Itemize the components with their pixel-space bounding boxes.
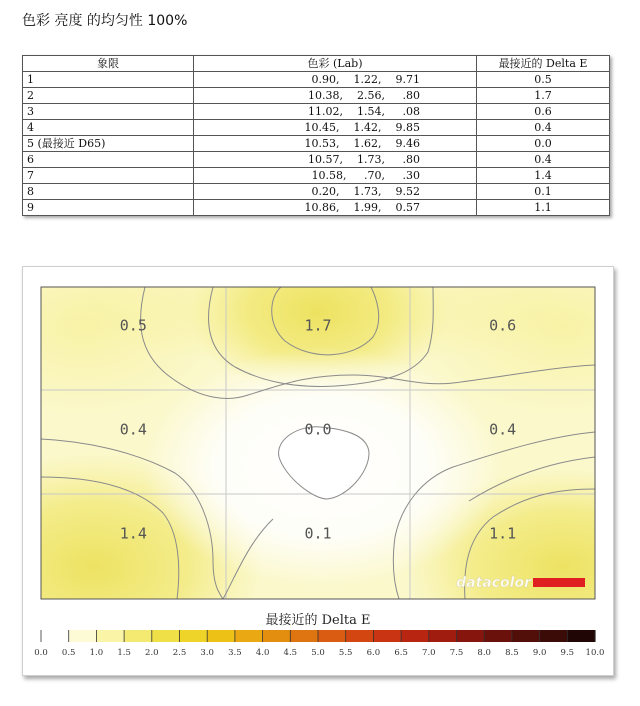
lab-cell: 0.20, 1.73, 9.52 [194,184,477,200]
quadrant-cell: 6 [23,152,194,168]
colorbar-swatch [263,630,291,642]
delta-e-cell: 1.1 [477,200,610,216]
table-row [23,200,610,216]
colorbar-tick-label: 3.0 [200,648,214,658]
lab-cell: 0.90, 1.22, 9.71 [194,72,477,88]
colorbar-swatch [180,630,208,642]
colorbar-swatch [346,630,374,642]
colorbar-swatch [152,630,180,642]
cell-value-label: 1.4 [119,524,147,543]
header-delta-e: 最接近的 Delta E [477,56,610,72]
colorbar-tick-label: 1.0 [89,648,104,658]
cell-value-label: 1.1 [489,524,517,543]
colorbar-tick-label: 6.0 [366,648,381,658]
colorbar-tick-label: 9.0 [532,648,547,658]
quadrant-cell: 8 [23,184,194,200]
lab-cell: 10.57, 1.73, .80 [194,152,477,168]
page-title: 色彩 亮度 的均匀性 100% [22,13,188,29]
quadrant-cell: 3 [23,104,194,120]
colorbar-tick-label: 0.5 [61,648,76,658]
quadrant-cell: 7 [23,168,194,184]
delta-e-cell: 1.4 [477,168,610,184]
delta-e-cell: 0.4 [477,120,610,136]
colorbar-swatch [484,630,512,642]
delta-e-cell: 0.4 [477,152,610,168]
lab-cell: 10.58, .70, .30 [194,168,477,184]
colorbar-swatch [124,630,152,642]
colorbar [34,630,604,658]
delta-e-cell: 0.1 [477,184,610,200]
colorbar-tick-label: 9.5 [560,648,575,658]
lab-cell: 10.38, 2.56, .80 [194,88,477,104]
colorbar-swatch [235,630,263,642]
colorbar-swatch [41,630,69,642]
colorbar-swatch [318,630,346,642]
colorbar-swatch [540,630,568,642]
uniformity-chart-card [22,266,614,676]
colorbar-tick-label: 10.0 [585,648,605,658]
watermark-text: datacolor [456,575,531,591]
uniformity-table-container [22,55,610,216]
colorbar-tick-label: 2.0 [145,648,159,658]
quadrant-cell: 1 [23,72,194,88]
quadrant-cell: 4 [23,120,194,136]
cell-value-label: 0.1 [304,524,332,543]
uniformity-heatmap [23,267,613,675]
colorbar-tick-label: 7.0 [422,648,436,658]
colorbar-tick-label: 2.5 [172,648,187,658]
delta-e-cell: 0.6 [477,104,610,120]
colorbar-tick-label: 4.5 [283,648,298,658]
colorbar-swatch [69,630,97,642]
cell-value-label: 0.0 [304,420,332,439]
colorbar-swatch [373,630,401,642]
colorbar-swatch [512,630,540,642]
quadrant-cell: 2 [23,88,194,104]
lab-cell: 10.45, 1.42, 9.85 [194,120,477,136]
colorbar-swatch [457,630,485,642]
watermark-bar [533,578,585,587]
colorbar-tick-label: 1.5 [117,648,131,658]
header-color-lab: 色彩 (Lab) [194,56,477,72]
uniformity-table [22,55,610,216]
cell-value-label: 0.5 [119,316,147,335]
colorbar-swatch [429,630,457,642]
colorbar-tick-label: 5.0 [311,648,325,658]
colorbar-tick-label: 3.5 [228,648,242,658]
colorbar-tick-label: 7.5 [449,648,464,658]
colorbar-swatch [567,630,595,642]
table-row [23,104,610,120]
colorbar-swatch [290,630,318,642]
colorbar-tick-label: 5.5 [338,648,353,658]
lab-cell: 10.53, 1.62, 9.46 [194,136,477,152]
quadrant-cell: 5 (最接近 D65) [23,136,194,152]
cell-value-label: 1.7 [304,316,332,335]
colorbar-title: 最接近的 Delta E [265,613,371,628]
colorbar-swatch [96,630,124,642]
lab-cell: 11.02, 1.54, .08 [194,104,477,120]
colorbar-tick-label: 6.5 [394,648,408,658]
lab-cell: 10.86, 1.99, 0.57 [194,200,477,216]
delta-e-cell: 1.7 [477,88,610,104]
colorbar-tick-label: 8.5 [505,648,519,658]
cell-value-label: 0.4 [489,420,517,439]
quadrant-cell: 9 [23,200,194,216]
colorbar-tick-label: 8.0 [477,648,491,658]
colorbar-tick-label: 4.0 [255,648,270,658]
table-header-row [23,56,610,72]
table-row [23,184,610,200]
colorbar-tick-label: 0.0 [34,648,48,658]
table-row [23,88,610,104]
colorbar-swatch [207,630,235,642]
delta-e-cell: 0.0 [477,136,610,152]
cell-value-label: 0.6 [489,316,517,335]
header-quadrant: 象限 [23,56,194,72]
table-row [23,72,610,88]
cell-value-label: 0.4 [119,420,147,439]
table-row [23,120,610,136]
table-row [23,168,610,184]
colorbar-swatch [401,630,429,642]
table-row [23,152,610,168]
table-row [23,136,610,152]
delta-e-cell: 0.5 [477,72,610,88]
